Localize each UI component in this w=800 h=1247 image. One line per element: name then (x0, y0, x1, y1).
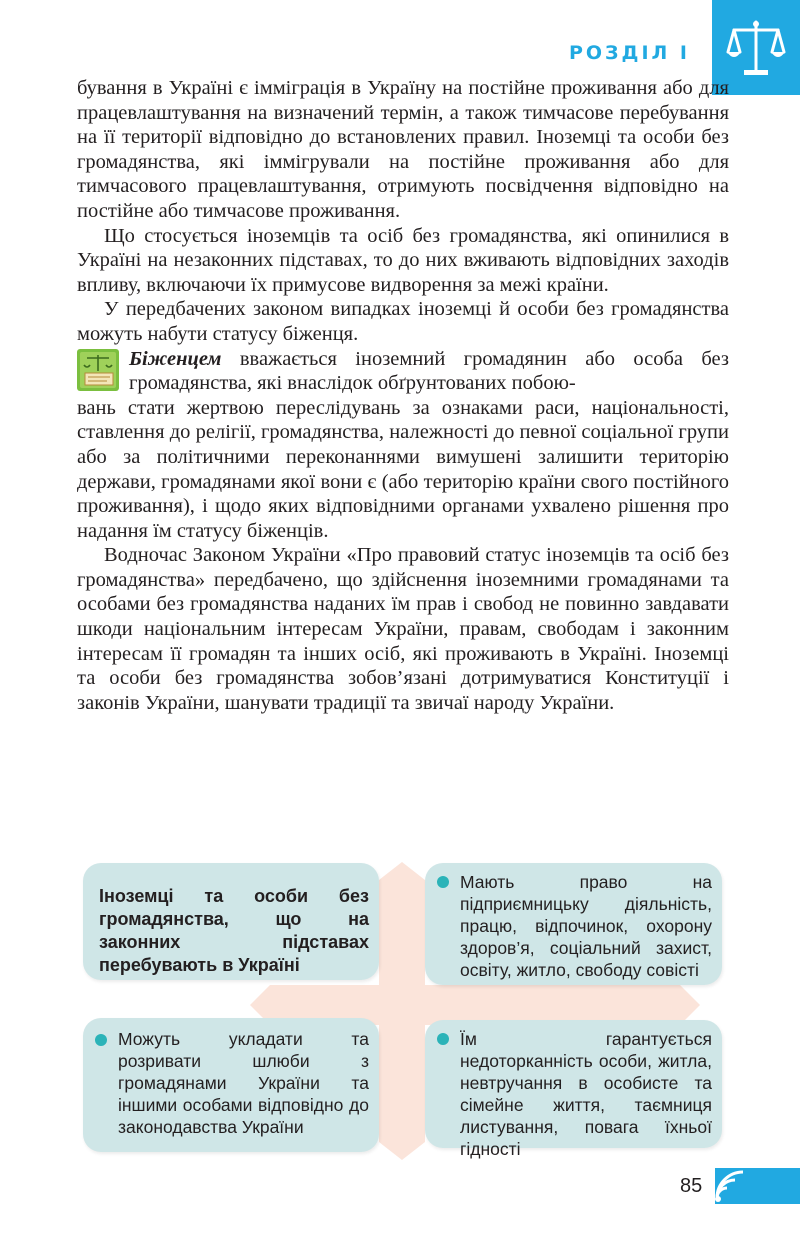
diagram-title-box (83, 863, 379, 980)
diagram-title: Іноземці та особи без громадянства, що на законних підставах перебувають в Україні (99, 886, 369, 975)
section-label: РОЗДІЛ I (568, 42, 690, 64)
definition-term: Біженцем (129, 347, 222, 370)
marriage-box (83, 1018, 379, 1152)
bullet-dot (95, 1034, 107, 1046)
definition-start: вважається іноземний громадянин або особа без громадянства, які внаслідок обґрунтованих побою- (129, 347, 729, 395)
guarantees-text: Їм гарантується недоторканність особи, житла, невтручання в особисте та сімейне життя, таємниця листування, повага їхньої гідності (460, 1029, 712, 1159)
paragraph-3: У передбачених законом випадках іноземці й особи без громадянства можуть набути статусу біженця. (77, 298, 729, 345)
rights-box (425, 863, 722, 985)
scales-icon (726, 18, 786, 80)
rights-diagram (80, 860, 725, 1160)
paragraph-2: Що стосується іноземців та осіб без громадянства, які опинилися в Україні на незаконних підставах, то до них вживають відповідних заходів впливу, включаючи їх примусове видворення за межі країни. (77, 224, 729, 296)
definition-rest: вань стати жертвою переслідувань за ознаками раси, національності, ставлення до релігії, громадянства, належності до певної соціальної групи або за політичними переконаннями вимушені залишити територію держави, громадянами якої вони є (або територію країни свого постійного проживання), і щодо яких відповідними органами ухвалено рішення про надання їм статусу біженців. (77, 396, 729, 542)
signal-waves-icon (715, 1168, 800, 1204)
page-number: 85 (680, 1175, 703, 1197)
rights-text: Мають право на підприємницьку діяльність, працю, відпочинок, охорону здоров’я, соціальний захист, освіту, житло, свободу совісті (460, 872, 712, 980)
bullet-dot (437, 1033, 449, 1045)
guarantees-box (425, 1020, 722, 1159)
page-tab (715, 1168, 800, 1204)
body-text (77, 76, 729, 715)
bullet-dot (437, 876, 449, 888)
marriage-text: Можуть укладати та розривати шлюби з громадянами України та іншими особами відповідно до законодавства України (118, 1029, 369, 1137)
paragraph-1: бування в Україні є імміграція в Україну на постійне проживання або для працевлаштування на визначений термін, а також тимчасове перебування на її території відповідно до встановлених правил. Іноземці та особи без громадянства, які іммігрували на постійне проживання або для тимчасового працевлаштування, отримують посвідчення відповідно на постійне або тимчасове проживання. (77, 77, 729, 222)
paragraph-5: Водночас Законом України «Про правовий статус іноземців та осіб без громадянства» передбачено, що здійснення іноземними громадянами та особами без громадянства наданих їм прав і свобод не повинно завдавати шкоди національним інтересам України, правам, свободам і законним інтересам її громадян та інших осіб, які проживають в Україні. Іноземці та особи без громадянства зобов’язані дотримуватися Конституції і законів України, шанувати традиції та звичаї народу України. (77, 544, 729, 714)
scales-document-icon (77, 349, 119, 391)
definition-paragraph (77, 347, 729, 544)
